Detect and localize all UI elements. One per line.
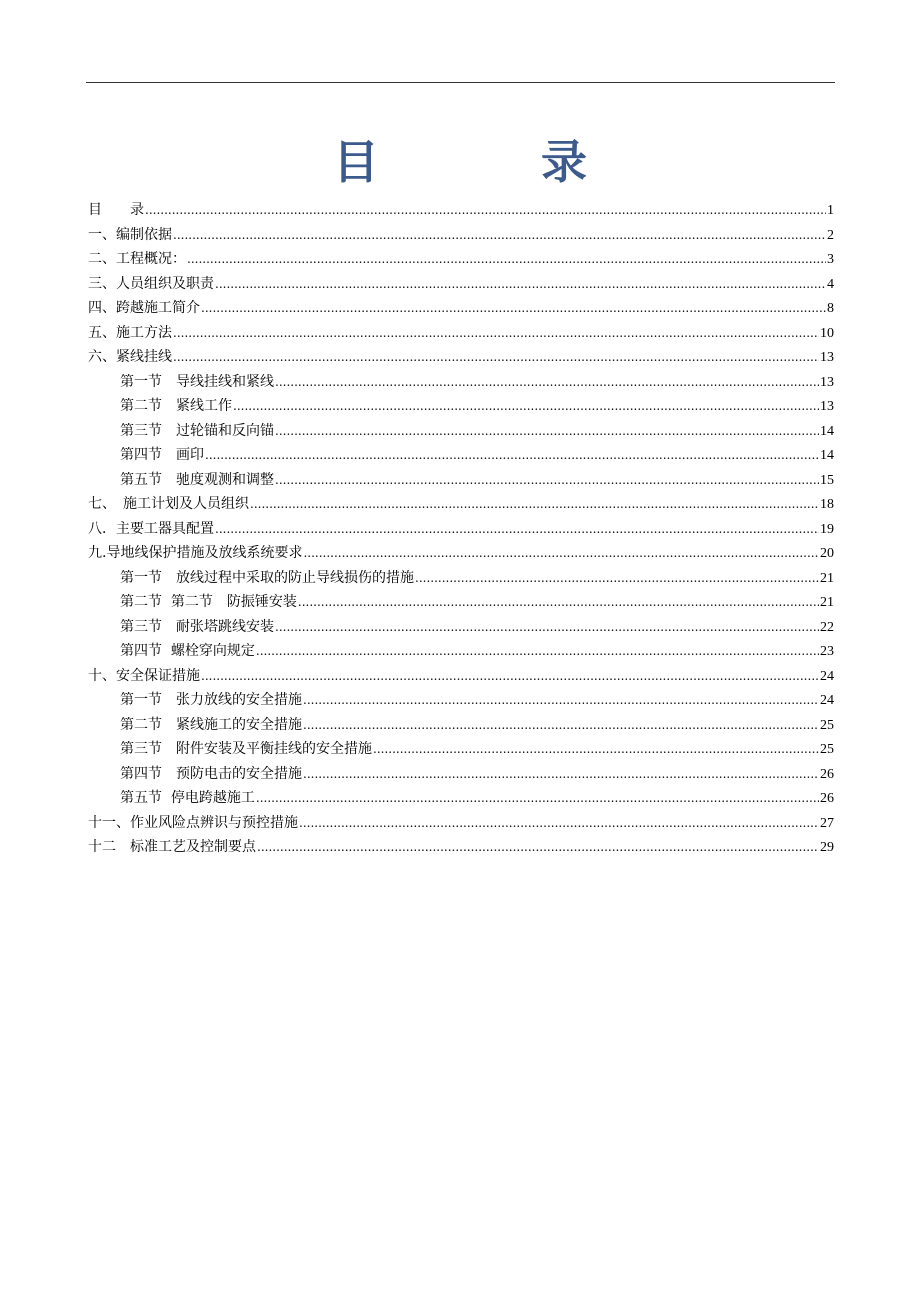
toc-dot-leader — [275, 370, 819, 395]
toc-dot-leader — [256, 786, 819, 811]
toc-subentry[interactable] — [88, 443, 834, 468]
toc-page-number: 13 — [820, 374, 834, 390]
toc-entry[interactable] — [88, 492, 834, 517]
toc-page-number: 21 — [820, 570, 834, 586]
toc-entry[interactable] — [88, 321, 834, 346]
toc-page-number: 1 — [827, 203, 834, 218]
toc-page-number: 20 — [820, 546, 834, 561]
toc-dot-leader — [250, 492, 819, 517]
toc-dot-leader — [299, 811, 819, 836]
toc-entry-label: 十、安全保证措施 — [88, 667, 200, 684]
toc-entry-label: 十二 标准工艺及控制要点 — [88, 839, 256, 855]
toc-subentry[interactable] — [88, 419, 834, 444]
toc-entry-label: 第二节 紧线工作 — [120, 398, 232, 414]
toc-entry-label: 九.导地线保护措施及放线系统要求 — [88, 545, 303, 561]
toc-dot-leader — [303, 688, 819, 713]
toc-page-number: 24 — [820, 668, 834, 684]
toc-page-number: 19 — [820, 521, 834, 537]
toc-page-number: 26 — [820, 791, 834, 806]
toc-dot-leader — [303, 713, 819, 738]
toc-page-number: 26 — [820, 766, 834, 782]
toc-dot-leader — [275, 615, 819, 640]
toc-dot-leader — [201, 296, 826, 321]
toc-entry-label: 第四节 预防电击的安全措施 — [120, 765, 302, 782]
toc-entry-label: 第四节 画印 — [120, 447, 204, 463]
toc-subentry[interactable] — [88, 737, 834, 762]
toc-dot-leader — [275, 419, 819, 444]
toc-page-number: 2 — [827, 227, 834, 243]
toc-dot-leader — [215, 517, 819, 542]
toc-page-number: 14 — [820, 448, 834, 463]
toc-page-number: 3 — [827, 252, 834, 267]
toc-subentry[interactable] — [88, 688, 834, 713]
toc-subentry[interactable] — [88, 394, 834, 419]
toc-entry-label: 第一节 放线过程中采取的防止导线损伤的措施 — [120, 569, 414, 586]
toc-entry-label: 第五节 驰度观测和调整 — [120, 471, 274, 488]
toc-entry-label: 第三节 附件安装及平衡挂线的安全措施 — [120, 741, 372, 757]
toc-dot-leader — [373, 737, 819, 762]
toc-entry-label: 三、人员组织及职责 — [88, 275, 214, 292]
toc-dot-leader — [145, 198, 826, 223]
toc-dot-leader — [173, 345, 819, 370]
toc-page-number: 18 — [820, 497, 834, 512]
toc-dot-leader — [205, 443, 819, 468]
toc-dot-leader — [303, 541, 819, 566]
toc-page-number: 29 — [820, 840, 834, 855]
toc-entry-label: 八．主要工器具配置 — [88, 520, 214, 537]
page-title: 目 录 — [333, 135, 645, 189]
table-of-contents — [88, 198, 834, 860]
toc-page-number: 24 — [820, 693, 834, 708]
toc-entry[interactable] — [88, 272, 834, 297]
toc-entry-label: 第三节 耐张塔跳线安装 — [120, 618, 274, 635]
toc-dot-leader — [415, 566, 819, 591]
toc-entry-label: 第一节 导线挂线和紧线 — [120, 373, 274, 390]
toc-page-number: 27 — [820, 815, 834, 831]
toc-entry[interactable] — [88, 517, 834, 542]
toc-dot-leader — [173, 223, 826, 248]
toc-page-number: 4 — [827, 276, 834, 292]
toc-entry[interactable] — [88, 296, 834, 321]
toc-entry[interactable] — [88, 223, 834, 248]
toc-entry-label: 一、编制依据 — [88, 226, 172, 243]
toc-entry[interactable] — [88, 835, 834, 860]
toc-entry[interactable] — [88, 811, 834, 836]
toc-entry-label: 第三节 过轮锚和反向锚 — [120, 422, 274, 439]
toc-entry[interactable] — [88, 664, 834, 689]
toc-entry-label: 第二节 紧线施工的安全措施 — [120, 716, 302, 733]
toc-entry-label: 目 录 — [88, 202, 144, 218]
toc-dot-leader — [233, 394, 819, 419]
toc-page-number: 10 — [820, 325, 834, 341]
toc-entry-label: 第一节 张力放线的安全措施 — [120, 692, 302, 708]
toc-dot-leader — [201, 664, 819, 689]
toc-entry[interactable] — [88, 247, 834, 272]
toc-entry[interactable] — [88, 541, 834, 566]
header-rule — [86, 82, 835, 83]
toc-page-number: 8 — [827, 301, 834, 316]
toc-dot-leader — [298, 590, 819, 615]
toc-entry-label: 第二节 第二节 防振锤安装 — [120, 594, 297, 610]
toc-entry-label: 第五节 停电跨越施工 — [120, 790, 255, 806]
toc-subentry[interactable] — [88, 566, 834, 591]
toc-subentry[interactable] — [88, 370, 834, 395]
toc-dot-leader — [275, 468, 819, 493]
toc-entry-label: 四、跨越施工简介 — [88, 300, 200, 316]
toc-subentry[interactable] — [88, 786, 834, 811]
toc-page-number: 13 — [820, 399, 834, 414]
toc-entry-label: 十一、作业风险点辨识与预控措施 — [88, 814, 298, 831]
toc-entry-label: 五、施工方法 — [88, 324, 172, 341]
toc-page-number: 22 — [820, 619, 834, 635]
toc-dot-leader — [256, 639, 819, 664]
toc-subentry[interactable] — [88, 615, 834, 640]
toc-entry-label: 六、紧线挂线 — [88, 349, 172, 365]
toc-entry-label: 第四节 螺栓穿向规定 — [120, 643, 255, 659]
toc-subentry[interactable] — [88, 468, 834, 493]
toc-entry-label: 七、 施工计划及人员组织 — [88, 496, 249, 512]
toc-subentry[interactable] — [88, 590, 834, 615]
toc-dot-leader — [215, 272, 826, 297]
toc-dot-leader — [173, 321, 819, 346]
toc-entry[interactable] — [88, 198, 834, 223]
toc-page-number: 15 — [820, 472, 834, 488]
toc-page-number: 25 — [820, 717, 834, 733]
toc-page-number: 23 — [820, 644, 834, 659]
toc-subentry[interactable] — [88, 639, 834, 664]
toc-page-number: 13 — [820, 350, 834, 365]
toc-dot-leader — [303, 762, 819, 787]
toc-entry[interactable] — [88, 345, 834, 370]
toc-dot-leader — [257, 835, 819, 860]
toc-dot-leader — [187, 247, 826, 272]
toc-subentry[interactable] — [88, 713, 834, 738]
toc-page-number: 21 — [820, 595, 834, 610]
toc-page-number: 14 — [820, 423, 834, 439]
toc-entry-label: 二、工程概况： — [88, 251, 186, 267]
toc-page-number: 25 — [820, 742, 834, 757]
toc-subentry[interactable] — [88, 762, 834, 787]
